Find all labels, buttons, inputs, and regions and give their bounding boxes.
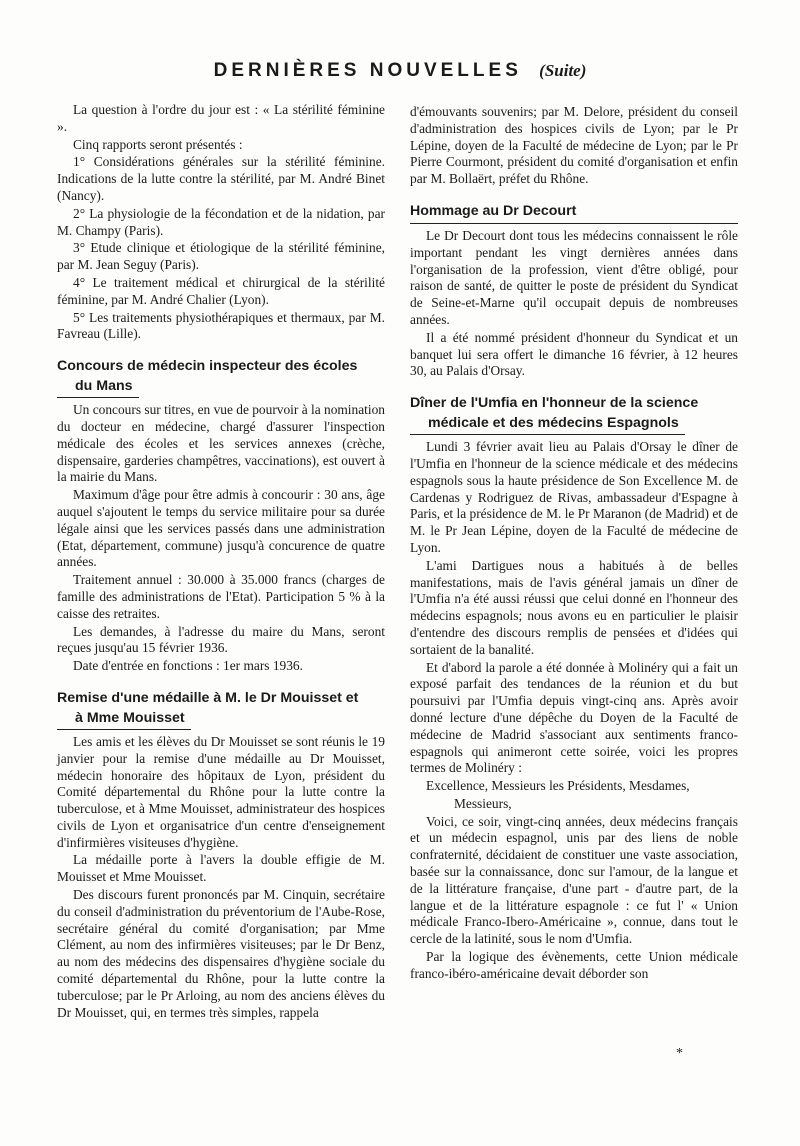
concours-para: Date d'entrée en fonctions : 1er mars 1936. [73, 658, 303, 674]
hommage-heading-title: Hommage au Dr Decourt [410, 202, 738, 224]
intro-list-item: 5° Les traitements physiothérapiques et thermaux, par M. Favreau (Lille). [57, 309, 385, 342]
concours-heading-line2: du Mans [57, 377, 139, 398]
hommage-para: Il a été nommé président d'honneur du Syndicat et un banquet lui sera offert le dimanche 16 février, à 12 heures 30, au Palais d'Orsay. [410, 329, 738, 379]
intro-list-item: 3° Etude clinique et étiologique de la stérilité féminine, par M. Jean Seguy (Paris). [57, 240, 385, 273]
header-suite: (Suite) [539, 61, 587, 80]
diner-para: L'ami Dartigues nous a habitués à de belles manifestations, mais de l'avis général jamais un dîner de l'Umfia n'a été aussi réussi que celui donné en l'honneur des médecins espagnols; nous avons eu en particulier le plaisir d'entendre des discours remplis de pensées et d'idées qui sortaient de la banalité. [410, 557, 738, 657]
end-ornament: * [676, 1046, 683, 1061]
medaille-para: Des discours furent prononcés par M. Cinquin, secrétaire du conseil d'administration du préventorium de l'Aube-Rose, secrétaire général du comité d'organisation; par Mme Clément, au nom des infirmières visiteuses; par le Dr Benz, au nom des médecins des dispensaires d'hygiène sociale du comité départemental du Rhône, pour la lutte contre la tuberculose; par le Pr Arloing, au nom des anciens élèves du Dr Mouisset, qui, en termes très simples, rappela [57, 887, 385, 1020]
diner-heading-line2: médicale et des médecins Espagnols [410, 414, 685, 435]
concours-para: Traitement annuel : 30.000 à 35.000 francs (charges de famille des administrations de l'Etat). Participation 5 % à la caisse des retraites. [57, 572, 385, 621]
diner-heading-line1: Dîner de l'Umfia en l'honneur de la science [410, 395, 699, 412]
concours-para: Un concours sur titres, en vue de pourvoir à la nomination du docteur en médecine, chargé d'assurer l'inspection médicale des écoles et les services annexes (crèche, dispensaire, garderies champêtres, vaccinations), est ouvert à la mairie du Mans. [57, 402, 385, 485]
medaille-heading [57, 689, 385, 730]
intro-para: La question à l'ordre du jour est : « La stérilité féminine ». [57, 102, 385, 134]
hommage-para: Le Dr Decourt dont tous les médecins connaissent le rôle important pendant les vingt dernières années dans l'organisation de la profession, vient d'être obligé, pour raison de santé, de quitter le poste de président du Syndicat de Seine-et-Marne qu'il occupait depuis de nombreuses années. [410, 227, 738, 327]
concours-heading [57, 357, 385, 398]
medaille-heading-line2: à Mme Mouisset [57, 709, 191, 730]
hommage-heading [410, 202, 738, 224]
medaille-heading-line1: Remise d'une médaille à M. le Dr Mouisset et [57, 689, 359, 706]
medaille-para: Les amis et les élèves du Dr Mouisset se sont réunis le 19 janvier pour la remise d'une médaille au Dr Mouisset, médecin honoraire des hôpitaux de Lyon, président du Comité départemental du Rhône pour la lutte contre la tuberculose, et à Mme Mouisset, administrateur des hospices civils de Lyon et organisatrice d'un centre d'enseignement d'infirmières visiteuses d'hygiène. [57, 733, 385, 850]
diner-para: Voici, ce soir, vingt-cinq années, deux médecins français et un médecin espagnol, unis par des liens de noble confraternité, décidaient de constituer une vaste association, basée sur la connaissance, donc sur l'amour, de la langue et de la littérature française, d'une part - d'autre part, de la langue et de la littérature espagnole : ce fut l' « Union médicale Franco-Ibero-Américaine », connue, dans tout le cercle de la latinité, sous le nom d'Umfia. [410, 813, 738, 947]
intro-list-item: 1° Considérations générales sur la stérilité féminine. Indications de la lutte contre la stérilité, par M. André Binet (Nancy). [57, 154, 385, 203]
diner-salutation: Excellence, Messieurs les Présidents, Mesdames, [426, 778, 690, 794]
diner-para: Lundi 3 février avait lieu au Palais d'Orsay le dîner de l'Umfia en l'honneur de la science médicale et des médecins espagnols sous la haute présidence de Son Excellence M. de Cardenas y Rodriguez de Rivas, ambassadeur d'Espagne à Paris, et la présidence de M. le Pr Maranon (de Madrid) et de M. le Pr Jean Lépine, doyen de la Faculté de médecine de Lyon. [410, 439, 738, 555]
page-header [0, 60, 800, 82]
concours-heading-line1: Concours de médecin inspecteur des écoles [57, 358, 358, 375]
medaille-para: La médaille porte à l'avers la double effigie de M. Mouisset et Mme Mouisset. [57, 852, 385, 885]
intro-list-item: 2° La physiologie de la fécondation et de la nidation, par M. Champy (Paris). [57, 205, 385, 238]
intro-list-item: 4° Le traitement médical et chirurgical de la stérilité féminine, par M. André Chalier (Lyon). [57, 274, 385, 307]
header-title: DERNIÈRES NOUVELLES [213, 60, 522, 81]
diner-heading [410, 394, 738, 435]
continued-para: d'émouvants souvenirs; par M. Delore, président du conseil d'administration des hospices civils de Lyon; par le Pr Lépine, doyen de la Faculté de médecine de Lyon; par le Pr Pierre Courmont, président du comité d'organisation et enfin par M. Bollaërt, préfet du Rhône. [410, 104, 738, 187]
left-column [57, 102, 385, 1022]
concours-para: Les demandes, à l'adresse du maire du Mans, seront reçues jusqu'au 15 février 1936. [57, 623, 385, 656]
diner-para: Et d'abord la parole a été donnée à Molinéry qui a fait un exposé parfait des tendances de la réunion et du but poursuivi par l'Umfia depuis vingt-cinq ans. Après avoir donné lecture d'une dépêche du Doyen de la Faculté de médecine de Madrid s'associant aux sentiments franco-espagnols qui animeront cette soirée, voici les propres termes de Molinéry : [410, 659, 738, 776]
right-column [410, 104, 738, 984]
diner-para: Par la logique des évènements, cette Union médicale franco-ibéro-américaine devait déborder son [410, 949, 738, 981]
diner-salutation: Messieurs, [454, 795, 512, 811]
concours-para: Maximum d'âge pour être admis à concourir : 30 ans, âge auquel s'ajoutent le temps du service militaire pour sa durée légale ainsi que les services passés dans une administration (Etat, département, commune) jusqu'à concurence de quatre années. [57, 487, 385, 570]
intro-para: Cinq rapports seront présentés : [73, 136, 243, 152]
